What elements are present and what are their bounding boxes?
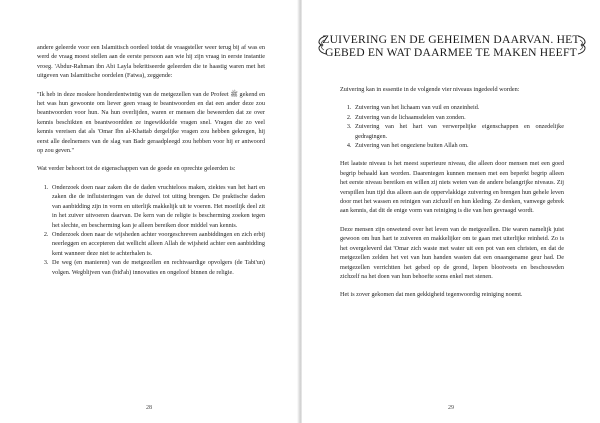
right-intro: Zuivering kan in essentie in de volgende vier niveaus ingedeeld worden: <box>340 86 520 93</box>
left-quote-paragraph: "Ik heb in deze moskee honderdentwintig van de metgezellen van de Profeet ﷺ gekend en het was hun gewoonte om liever geen vraag te beantwoorden en dat een ander deze zou beantwoorden voor hun. Na hun overlijden, waren er mensen die beweerden dat ze over kennis beschikten en beantwoordden ze ingewikkelde vragen snel. Vragen die zo veel kennis vereisen dat als 'Omar Ibn al-Khattab dergelijke vragen zou hebben gekregen, hij eerst alle deelnemers van de slag van Badr geraadpleegd zou hebben voor hij er antwoord op zou geven." <box>37 90 265 155</box>
left-numbered-list <box>37 183 265 277</box>
right-paragraph-1: Het laatste niveau is het meest superieure niveau, die alleen door mensen met een goed begrip behaald kan worden. Daarentegen kunnen mensen met een beperkt begrip alleen het eerste niveau bereiken en willen zij niets weten van de andere belangrijke niveaus. Zij verspillen hun tijd dus alleen aan de oppervlakkige zuivering en brengen hun gehele leven door met het wassen en reinigen van zichzelf en hun kleding. Ze denken, vanwege gebrek aan kennis, dat dit de enige vorm van reiniging is die van hen gevraagd wordt. <box>340 160 564 215</box>
list-item: 2. Zuivering van de lichaamsdelen van zonden. <box>353 113 564 122</box>
right-paragraph-2: Deze mensen zijn onwetend over het leven van de metgezellen. Die waren namelijk juist gewoon om hun hart te zuiveren en makkelijker om te gaan met uiterlijke reinheid. Zo is het overgeleverd dat 'Omar zich waste met water uit een pot van een christen, en dat de metgezellen zelden het vet van hun handen wasten dat een onaangename geur had. De metgezellen verrichtten het gebed op de grond, liepen blootvoets en beschouwden zichzelf na het doen van hun behoefte soms enkel met stenen. <box>340 225 564 280</box>
left-paragraph-3: Wat verder behoort tot de eigenschappen van de goede en oprechte geleerden is: <box>37 165 236 173</box>
left-paragraph-1: andere geleerde voor een Islamitisch oordeel totdat de vraagsteller weer terug bij af was en werd de vraag moest stellen aan de eerste persoon aan wie hij zijn vraag in eerste instantie vroeg. 'Abdur-Rahman ibn Abi Layla bekritiseerde geleerden die te haastig waren met het uitgeven van Islamitische oordelen (Fatwa), zeggende: <box>37 44 265 80</box>
right-paragraph-3: Het is zover gekomen dat men gekkigheid tegenwoordig reiniging noemt. <box>340 291 523 299</box>
right-page-body <box>340 85 564 300</box>
chapter-title: ZUIVERING EN DE GEHEIMEN DAARVAN. HET GEBED EN WAT DAARMEE TE MAKEN HEEFT <box>322 33 580 59</box>
list-item: 3. De weg (en manieren) van de metgezellen en rechtvaardige opvolgers (de Tabi'un) volgen. Wegblijven van (bid'ah) innovaties en ongeloof binnen de religie. <box>50 258 265 277</box>
list-item: 3. Zuivering van het hart van verwerpelijke eigenschappen en onzedelijke gedragingen. <box>353 122 564 141</box>
right-page <box>302 0 600 423</box>
list-item: 4. Zuivering van het ongeziene buiten Allah om. <box>353 141 564 150</box>
list-item: 2. Onderzoek doen naar de wijsheden achter voorgeschreven aanbiddingen en zich erbij neerleggen en accepteren dat wellicht alleen Allah de wijsheid achter een aanbidding kent wanneer deze niet te achterhalen is. <box>50 230 265 258</box>
left-page-number: 28 <box>146 405 152 411</box>
list-item: 1. Onderzoek doen naar zaken die de daden vruchteloos maken, ziektes van het hart en zaken die de influisteringen van de duivel tot uiting brengen. De praktische daden van aanbidding zijn in vorm en uiterlijk makkelijk uit te voeren. Het moeilijk deel zit in het zuiver uitvoeren daarvan. De kern van de religie is bescherming zoeken tegen het slechte, en bescherming kan je alleen bereiken door middel van kennis. <box>50 183 265 230</box>
left-page <box>0 0 298 423</box>
right-numbered-list <box>340 103 564 150</box>
right-ornament-icon <box>574 34 590 56</box>
left-page-body <box>37 43 265 286</box>
right-page-number: 29 <box>448 405 454 411</box>
list-item: 1. Zuivering van het lichaam van vuil en onzeinheid. <box>353 103 564 112</box>
